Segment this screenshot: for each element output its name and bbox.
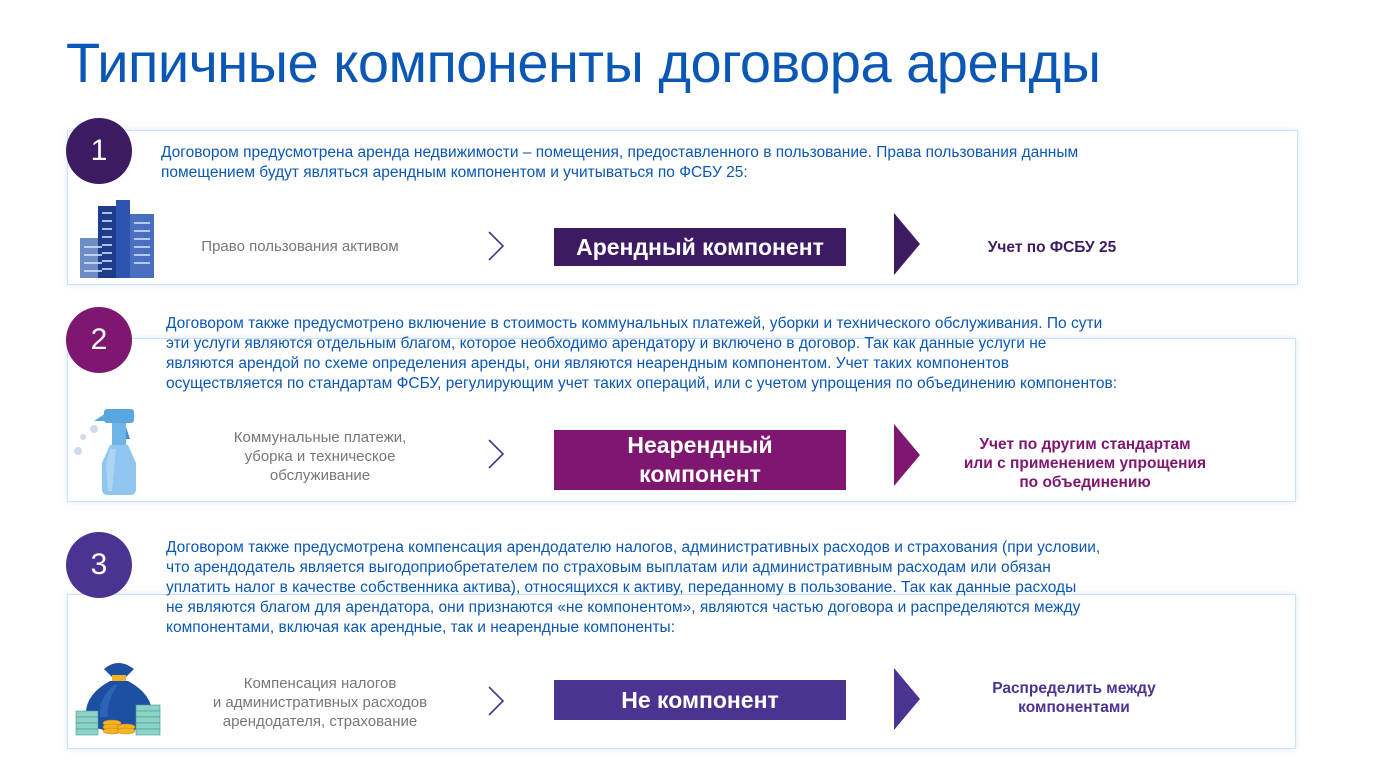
chevron-right-icon <box>487 685 505 717</box>
section-3-description: Договором также предусмотрена компенсация арендодателю налогов, административных расходов и страхования (при условии, что арендодатель является выгодоприобретателем по страховым выплатам или административным расходам или обязан уплатить налог в качестве собственника актива), относящихся к активу, переданному в пользование. Так как данные расходы не являются благом для арендатора, они признаются «не компонентом», являются частью договора и распределяются между компонентами, включая как арендные, так и неарендные компоненты: <box>166 539 1101 636</box>
section-3-result: Распределить между компонентами <box>992 680 1156 716</box>
section-3-number-badge: 3 <box>66 532 132 598</box>
section-2-result: Учет по другим стандартам или с применением упрощения по объединению <box>963 436 1207 491</box>
money-bag-icon <box>74 655 164 739</box>
section-1-label: Право пользования активом <box>201 238 399 255</box>
spray-bottle-icon <box>70 405 150 497</box>
section-1-description: Договором предусмотрена аренда недвижимости – помещения, предоставленного в пользование. Права пользования данным помещением будут являться арендным компонентом и учитываться по ФСБУ 25: <box>161 144 1079 181</box>
section-2-number-badge: 2 <box>66 307 132 373</box>
chevron-right-icon <box>487 438 505 470</box>
section-1-result: Учет по ФСБУ 25 <box>987 239 1117 256</box>
section-3-label: Компенсация налогов и административных расходов арендодателя, страхование <box>212 675 428 730</box>
triangle-arrow-icon <box>894 668 920 730</box>
section-2-description: Договором также предусмотрено включение в стоимость коммунальных платежей, уборки и технического обслуживания. По сути эти услуги являются отдельным благом, которое необходимо арендатору и включено в договор. Так как данные услуги не являются арендой по схеме определения аренды, они являются неарендным компонентом. Учет таких компонентов осуществляется по стандартам ФСБУ, регулирующим учет таких операций, или с учетом упрощения по объединению компонентов: <box>166 315 1118 392</box>
section-1-number-badge: 1 <box>66 118 132 184</box>
triangle-arrow-icon <box>894 424 920 486</box>
section-2-label: Коммунальные платежи, уборка и техническое обслуживание <box>233 429 407 484</box>
section-3-component-box: Не компонент <box>554 680 846 720</box>
section-1-component-box: Арендный компонент <box>554 228 846 266</box>
section-2-component-box: Неарендный компонент <box>554 430 846 490</box>
triangle-arrow-icon <box>894 213 920 275</box>
page-title: Типичные компоненты договора аренды <box>66 31 1101 94</box>
building-icon <box>76 200 158 278</box>
chevron-right-icon <box>487 230 505 262</box>
